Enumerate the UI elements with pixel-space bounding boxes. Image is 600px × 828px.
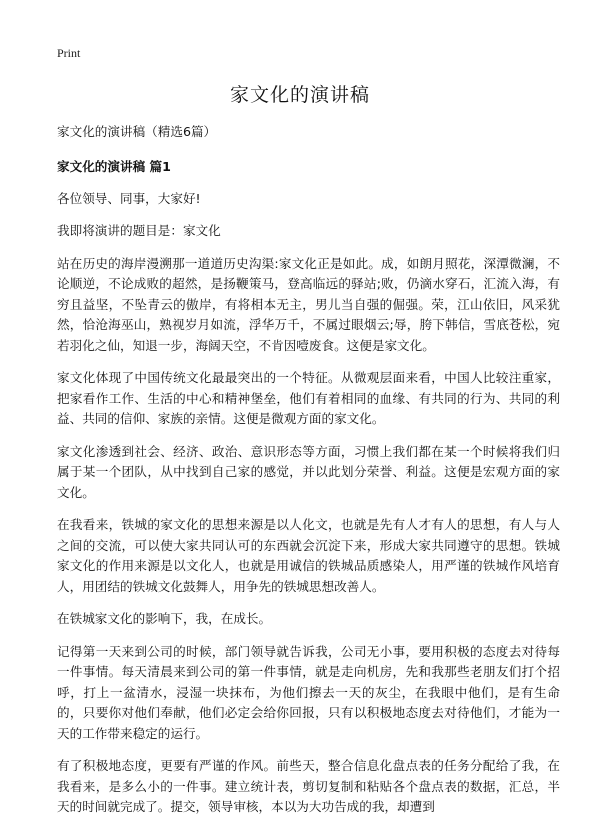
paragraph-macro: 家文化渗透到社会、经济、政治、意识形态等方面，习惯上我们都在某一个时候将我们归属于某一个团队，从中找到自己家的感觉，并以此划分荣誉、利益。这便是宏观方面的家文化。 xyxy=(57,443,560,500)
paragraph-tiecheng: 在我看来，铁城的家文化的思想来源是以人化文，也就是先有人才有人的思想，有人与人之间的交流，可以使大家共同认可的东西就会沉淀下来，形成大家共同遵守的思想。铁城家文化的作用来源是以文化人，也就是用诚信的铁城品质感染人，用严谨的铁城作风培育人，用团结的铁城文化鼓舞人，用争先的铁城思想改善人。 xyxy=(57,517,560,594)
paragraph-attitude: 有了积极地态度，更要有严谨的作风。前些天，整合信息化盘点表的任务分配给了我，在我看来，是多么小的一件事。建立统计表，剪切复制和粘贴各个盘点表的数据，汇总，半天的时间就完成了。提交，领导审核，本以为大功告成的我，却遭到 xyxy=(57,758,560,814)
print-link[interactable]: Print xyxy=(57,46,81,60)
document-subtitle: 家文化的演讲稿（精选6篇） xyxy=(57,124,217,139)
document-body xyxy=(57,122,560,828)
paragraph-greeting: 各位领导、同事，大家好! xyxy=(57,190,201,206)
section-heading: 家文化的演讲稿 篇1 xyxy=(57,158,171,174)
paragraph-micro: 家文化体现了中国传统文化最最突出的一个特征。从微观层面来看，中国人比较注重家，把家看作工作、生活的中心和精神堡垒，他们有着相同的血缘、有共同的行为、共同的利益、共同的信仰、家族的亲情。这便是微观方面的家文化。 xyxy=(57,370,560,426)
document-title: 家文化的演讲稿 xyxy=(229,84,370,106)
paragraph-history: 站在历史的海岸漫溯那一道道历史沟渠:家文化正是如此。成，如朗月照花，深潭微澜，不论顺逆，不论成败的超然，是扬鞭策马，登高临远的驿站;败，仍滴水穿石，汇流入海，有穷且益坚，不坠青云的傲岸，有将相本无主，男儿当自强的倔强。荣，江山依旧，风采犹然，恰沧海巫山，熟视岁月如流，浮华万千，不属过眼烟云;辱，胯下韩信，雪底苍松，宛若羽化之仙，知退一步，海阔天空，不肯因噎废食。这便是家文化。 xyxy=(57,255,560,353)
paragraph-first-day: 记得第一天来到公司的时候，部门领导就告诉我，公司无小事，要用积极的态度去对待每一件事情。每天清晨来到公司的第一件事情，就是走向机房，先和我那些老朋友们打个招呼，打上一盆清水，浸湿一块抹布，为他们擦去一天的灰尘，在我眼中他们，是有生命的，只要你对他们奉献，他们必定会给你回报，只有以积极地态度去对待他们，才能为一天的工作带来稳定的运行。 xyxy=(57,643,560,741)
paragraph-growth: 在铁城家文化的影响下，我，在成长。 xyxy=(57,611,272,626)
paragraph-topic: 我即将演讲的题目是：家文化 xyxy=(57,223,221,238)
